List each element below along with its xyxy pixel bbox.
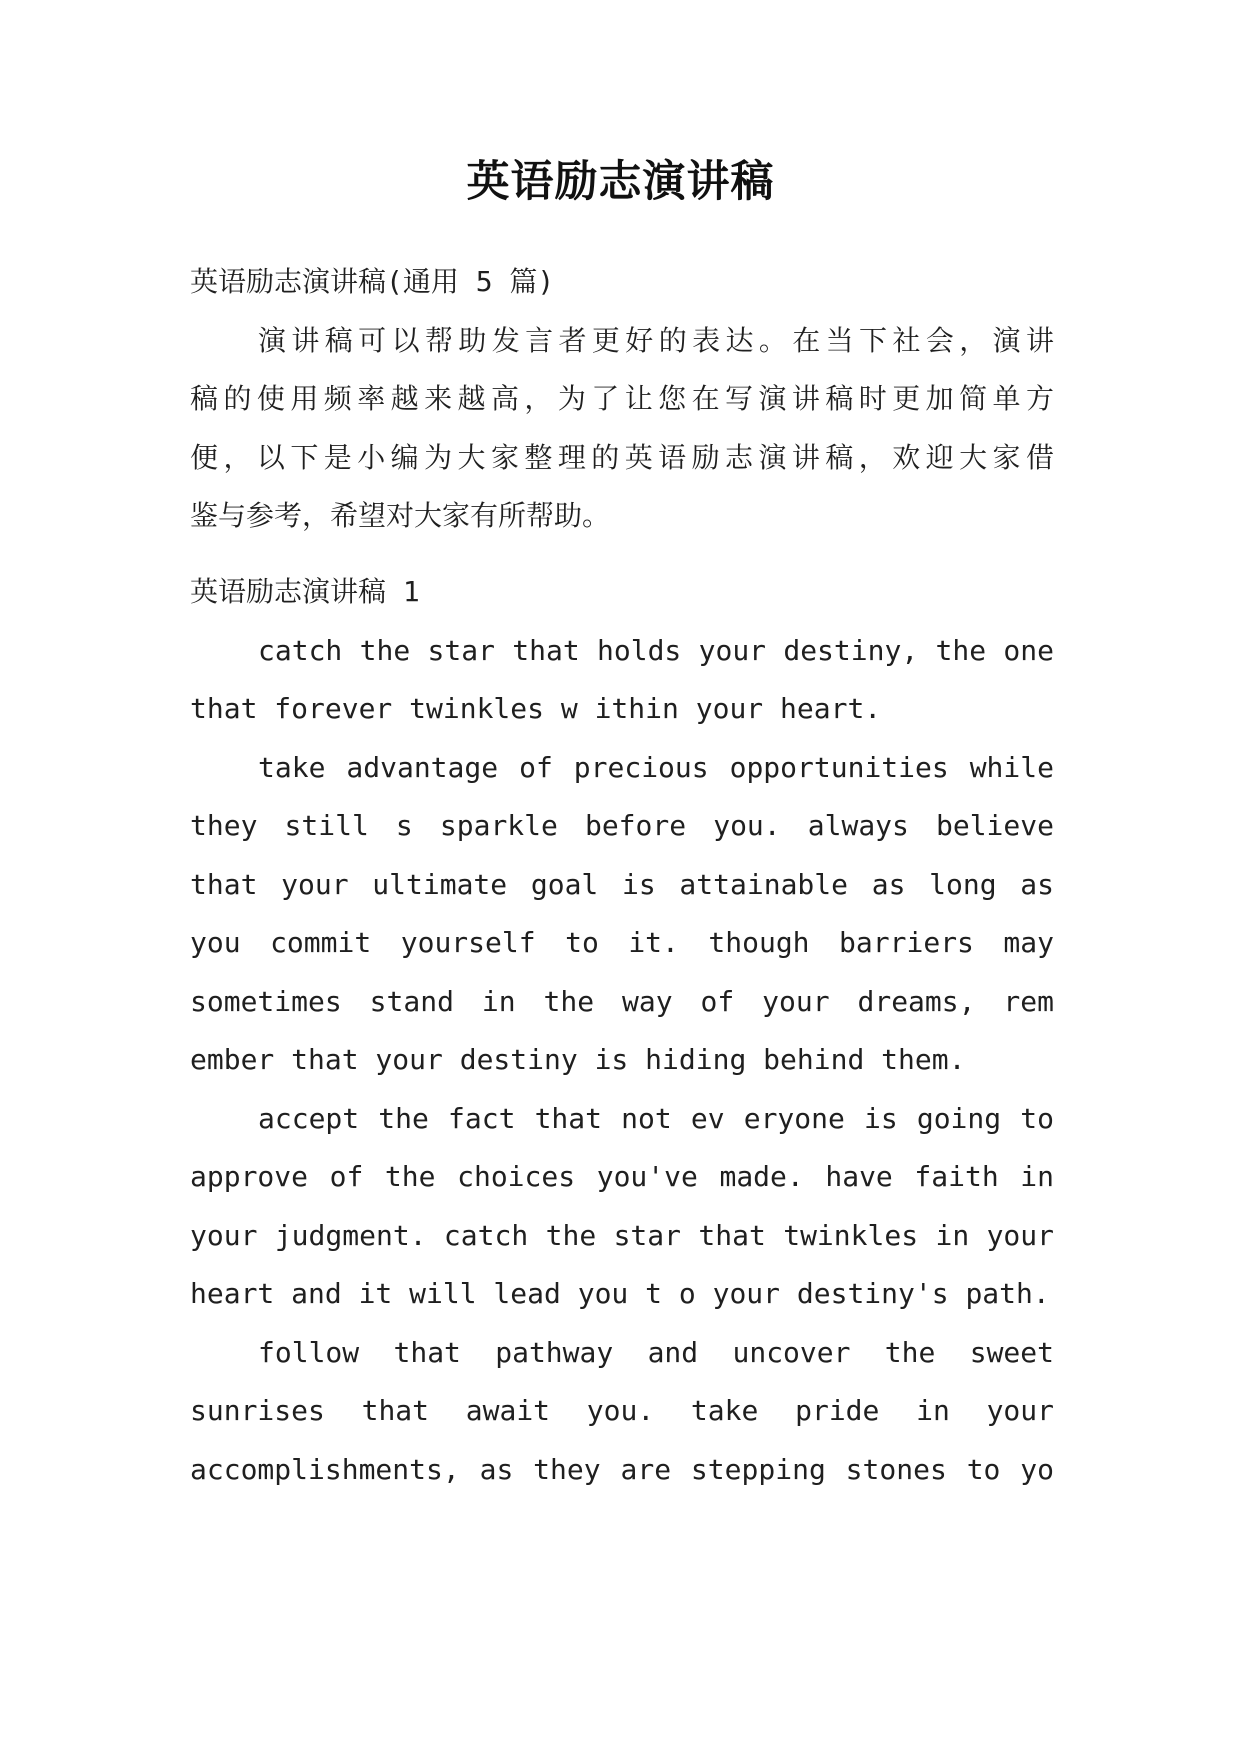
- document-title: 英语励志演讲稿: [466, 157, 775, 207]
- intro-line: 稿的使用频率越来越高，为了让您在写演讲稿时更加简单方: [190, 382, 1054, 415]
- section-heading: 英语励志演讲稿 1: [190, 575, 420, 608]
- paragraph-line: heart and it will lead you t o your destiny's path.: [190, 1277, 1050, 1310]
- paragraph-line: ember that your destiny is hiding behind them.: [190, 1043, 966, 1076]
- paragraph-line: your judgment. catch the star that twinkles in your: [190, 1218, 1054, 1252]
- intro-line: 演讲稿可以帮助发言者更好的表达。在当下社会，演讲: [258, 323, 1054, 357]
- intro-line: 鉴与参考，希望对大家有所帮助。: [190, 499, 611, 532]
- paragraph-line: that forever twinkles w ithin your heart.: [190, 692, 882, 725]
- intro-block: [190, 253, 1054, 546]
- paragraph-line: take advantage of precious opportunities while: [258, 750, 1054, 784]
- paragraph-line: you commit yourself to it. though barriers may: [190, 926, 1054, 959]
- paragraph-line: sunrises that await you. take pride in your: [190, 1394, 1054, 1427]
- paragraph-line: catch the star that holds your destiny, the one: [258, 633, 1054, 667]
- paragraph-line: accept the fact that not ev eryone is going to: [258, 1101, 1054, 1135]
- paragraph-line: follow that pathway and uncover the sweet: [258, 1335, 1054, 1369]
- intro-heading: 英语励志演讲稿(通用 5 篇): [190, 265, 555, 298]
- section-1: [190, 563, 1054, 1499]
- paragraph-line: sometimes stand in the way of your dreams, rem: [190, 984, 1054, 1018]
- paragraph-line: accomplishments, as they are stepping stones to yo: [190, 1452, 1054, 1486]
- intro-line: 便，以下是小编为大家整理的英语励志演讲稿，欢迎大家借: [190, 440, 1054, 474]
- paragraph-line: approve of the choices you've made. have faith in: [190, 1160, 1054, 1193]
- paragraph-line: that your ultimate goal is attainable as long as: [190, 867, 1054, 901]
- paragraph-line: they still s sparkle before you. always believe: [190, 809, 1054, 842]
